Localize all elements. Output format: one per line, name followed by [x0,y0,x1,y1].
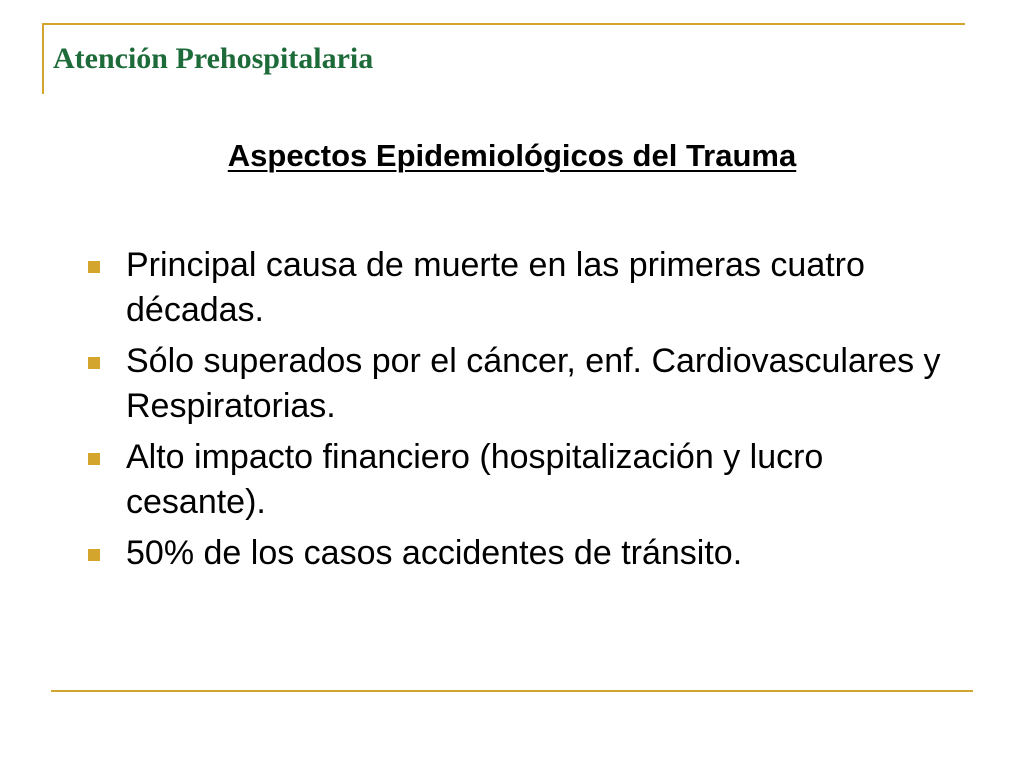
bullet-text: Alto impacto financiero (hospitalización y lucro cesante). [126,438,824,521]
bullet-item [88,435,968,525]
bullet-item [88,243,968,333]
square-bullet-icon [88,357,100,369]
bullet-text: Sólo superados por el cáncer, enf. Cardiovasculares y Respiratorias. [126,342,941,425]
slide-subtitle-text: Aspectos Epidemiológicos del Trauma [227,138,797,173]
frame-left-line [42,23,44,94]
bullet-item [88,531,968,576]
slide-header-title: Atención Prehospitalaria [53,42,374,75]
bullet-text: 50% de los casos accidentes de tránsito. [126,534,743,572]
bullet-text: Principal causa de muerte en las primeras cuatro décadas. [126,246,865,329]
square-bullet-icon [88,453,100,465]
bullet-list [88,243,968,582]
square-bullet-icon [88,261,100,273]
frame-bottom-line [51,690,973,692]
bullet-item [88,339,968,429]
frame-top-line [42,23,965,25]
square-bullet-icon [88,549,100,561]
slide-subtitle [0,138,1024,174]
